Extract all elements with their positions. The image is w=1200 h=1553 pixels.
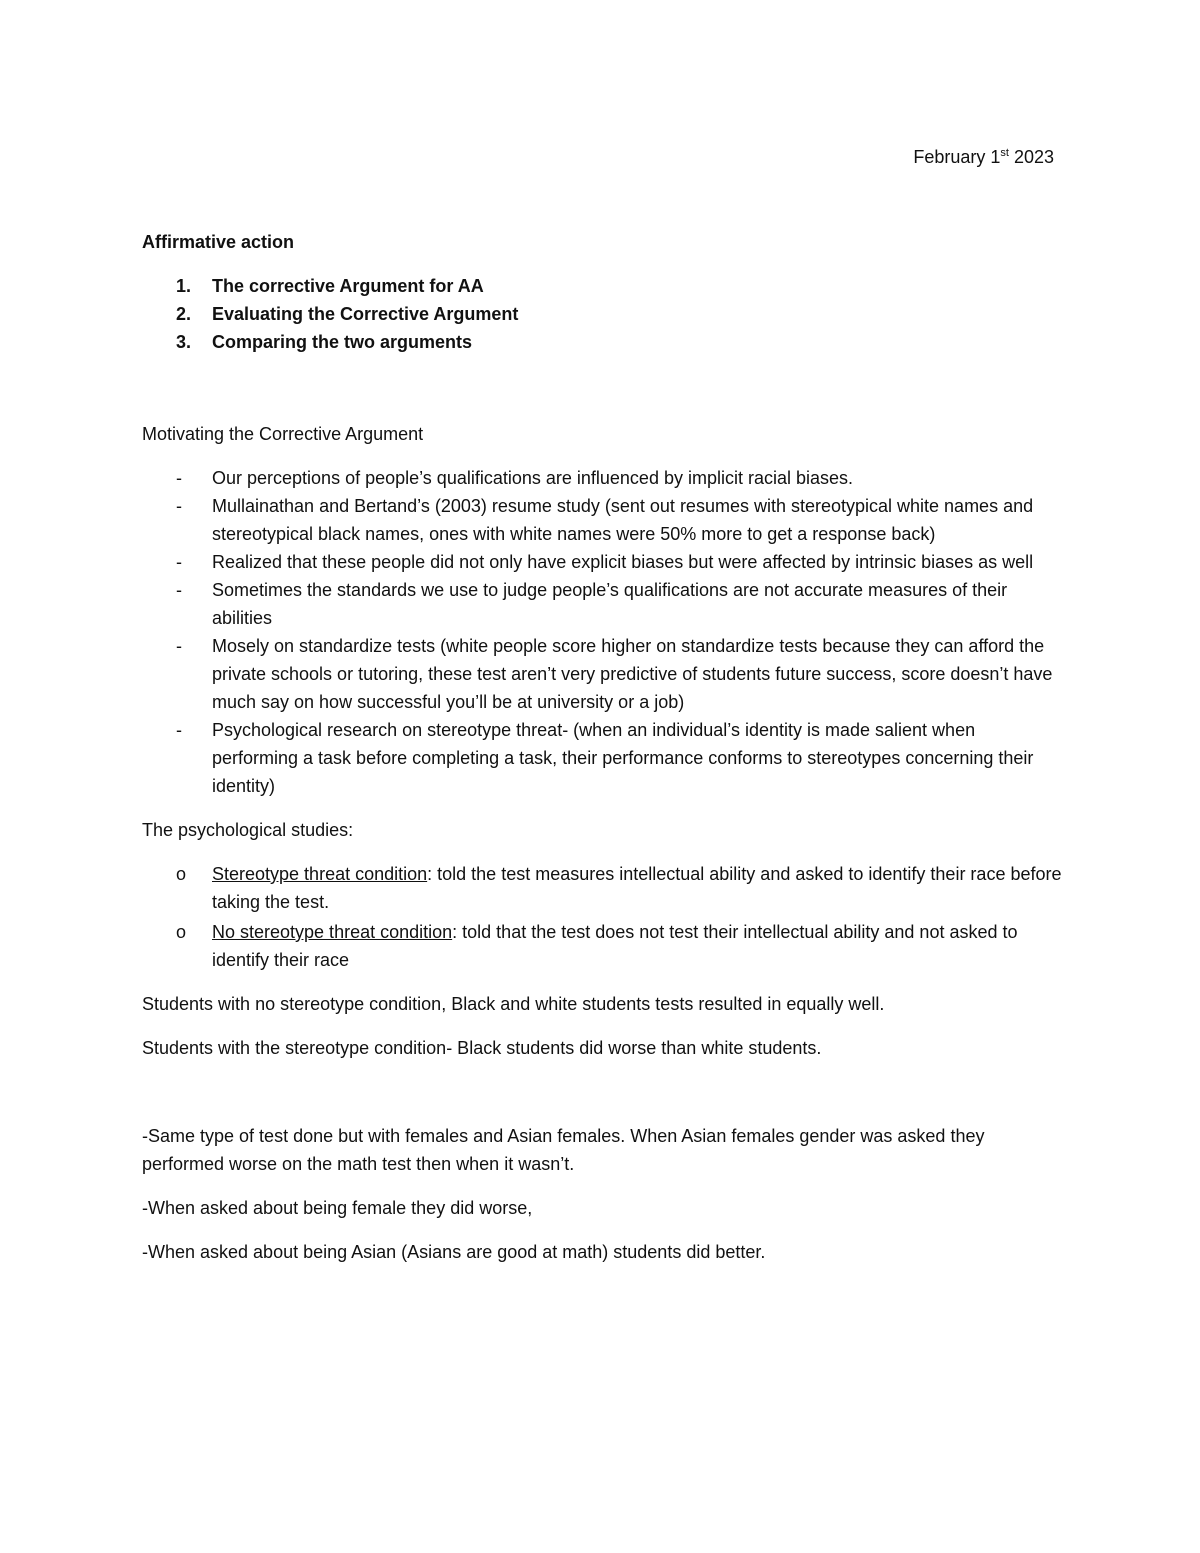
dash-marker: - [176, 720, 182, 740]
outline-number: 2. [176, 304, 192, 324]
bullet-item [142, 576, 1062, 632]
outline-item [142, 272, 1062, 300]
result-paragraph: Students with the stereotype condition- Black students did worse than white students. [142, 1038, 822, 1058]
condition-term: Stereotype threat condition [212, 864, 428, 884]
bullet-text: Our perceptions of people’s qualifications are influenced by implicit racial biases. [212, 468, 854, 488]
bullet-item [142, 632, 1062, 716]
bullet-text: Mosely on standardize tests (white people score higher on standardize tests because they can afford the private schools or tutoring, these test aren’t very predictive of students future success, score doesn’t have much say on how successful you’ll be at university or a job) [212, 636, 1053, 712]
bullet-item [142, 548, 1062, 576]
bullet-text: Sometimes the standards we use to judge people’s qualifications are not accurate measures of their abilities [212, 580, 1008, 628]
outline-text: Comparing the two arguments [212, 332, 473, 352]
bullet-item [142, 716, 1062, 800]
outline-item [142, 328, 1062, 356]
note-paragraph: -When asked about being female they did worse, [142, 1198, 533, 1218]
studies-title: The psychological studies: [142, 820, 354, 840]
condition-description: : told the test measures intellectual ability and asked to identify their race before taking the test. [212, 864, 1062, 912]
dash-marker: - [176, 636, 182, 656]
motivation-bullet-list [142, 464, 1062, 800]
date-year: 2023 [1008, 147, 1054, 167]
dash-marker: - [176, 468, 182, 488]
condition-item [142, 860, 1062, 916]
date-text: February 1 [913, 147, 1001, 167]
bullet-text: Psychological research on stereotype threat- (when an individual’s identity is made salient when performing a task before completing a task, their performance conforms to stereotypes concerning their identity) [212, 720, 1034, 796]
studies-condition-list [142, 860, 1062, 974]
section-title: Motivating the Corrective Argument [142, 424, 424, 444]
document-title: Affirmative action [142, 232, 295, 252]
bullet-text: Mullainathan and Bertand’s (2003) resume study (sent out resumes with stereotypical white names and stereotypical black names, ones with white names were 50% more to get a response back) [212, 496, 1034, 544]
condition-description: : told that the test does not test their intellectual ability and not asked to identify their race [212, 922, 1018, 970]
note-paragraph: -When asked about being Asian (Asians are good at math) students did better. [142, 1242, 766, 1262]
bullet-text: Realized that these people did not only have explicit biases but were affected by intrinsic biases as well [212, 552, 1034, 572]
outline-number: 1. [176, 276, 192, 296]
condition-term: No stereotype threat condition [212, 922, 453, 942]
outline-list [142, 272, 1062, 356]
outline-text: The corrective Argument for AA [212, 276, 484, 296]
result-paragraph: Students with no stereotype condition, Black and white students tests resulted in equally well. [142, 994, 885, 1014]
outline-text: Evaluating the Corrective Argument [212, 304, 519, 324]
note-paragraph: -Same type of test done but with females and Asian females. When Asian females gender was asked they performed worse on the math test then when it wasn’t. [142, 1126, 985, 1174]
document-body [142, 228, 1062, 1266]
circle-marker: o [176, 864, 187, 884]
document-date [913, 143, 1054, 171]
dash-marker: - [176, 580, 182, 600]
bullet-item [142, 492, 1062, 548]
outline-item [142, 300, 1062, 328]
bullet-item [142, 464, 1062, 492]
condition-item [142, 918, 1062, 974]
dash-marker: - [176, 552, 182, 572]
date-ordinal-suffix: st [1000, 147, 1009, 159]
outline-number: 3. [176, 332, 192, 352]
dash-marker: - [176, 496, 182, 516]
circle-marker: o [176, 922, 187, 942]
